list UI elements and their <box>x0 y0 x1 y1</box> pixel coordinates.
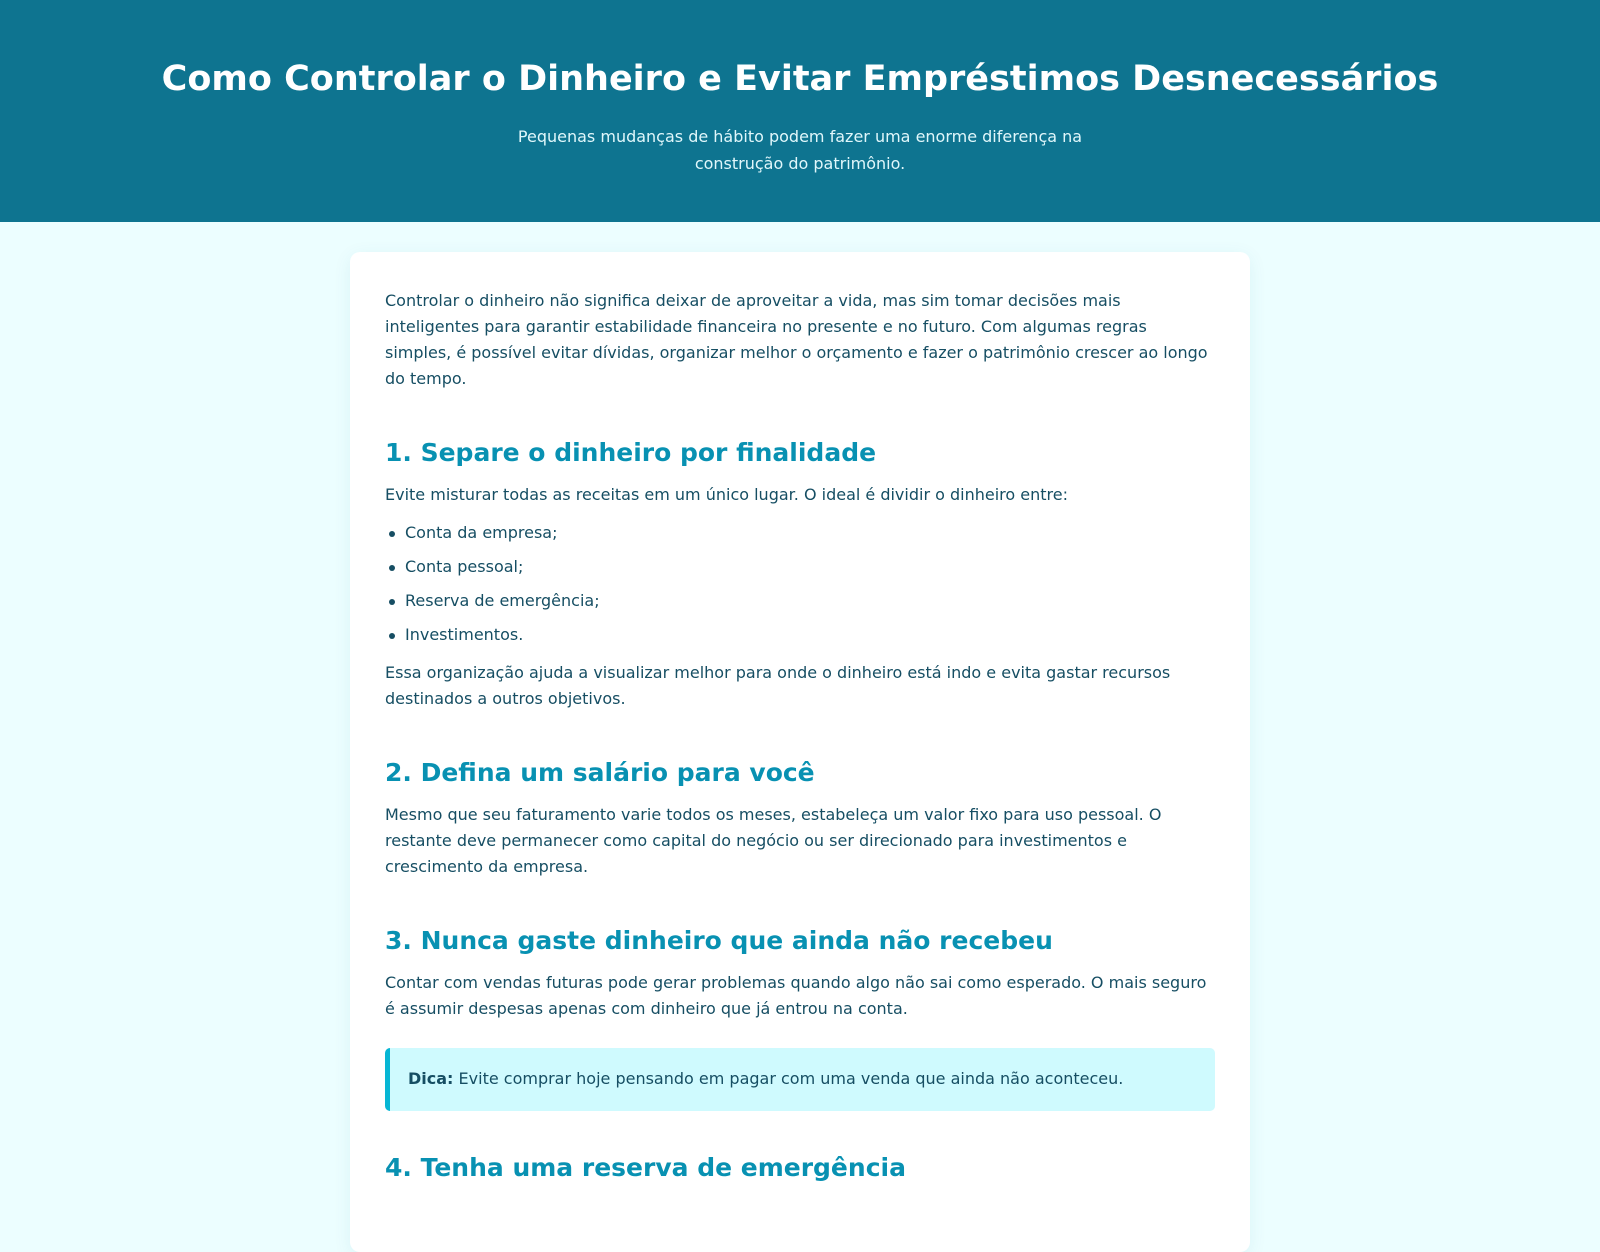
list-item: Investimentos. <box>405 624 1215 646</box>
tip-label: Dica: <box>408 1069 454 1088</box>
page-title: Como Controlar o Dinheiro e Evitar Empréstimos Desnecessários <box>161 59 1439 99</box>
tip-text: Evite comprar hoje pensando em pagar com uma venda que ainda não aconteceu. <box>453 1069 1124 1088</box>
section-no-unreceived-spending <box>385 924 1215 1111</box>
article-card <box>350 252 1250 1252</box>
section-salary <box>385 756 1215 880</box>
purpose-list <box>385 522 1215 646</box>
section-heading: 4. Tenha uma reserva de emergência <box>385 1153 906 1182</box>
section-heading: 3. Nunca gaste dinheiro que ainda não recebeu <box>385 926 1053 955</box>
section-closing: Essa organização ajuda a visualizar melhor para onde o dinheiro está indo e evita gastar recursos destinados a outros objetivos. <box>385 663 1171 708</box>
page-subtitle: Pequenas mudanças de hábito podem fazer uma enorme diferença na construção do patrimônio. <box>517 127 1083 173</box>
tip-callout <box>385 1048 1215 1111</box>
section-text: Evite misturar todas as receitas em um único lugar. O ideal é dividir o dinheiro entre: <box>385 485 1068 504</box>
section-separate-money <box>385 436 1215 712</box>
page-header <box>0 0 1600 222</box>
section-heading: 1. Separe o dinheiro por finalidade <box>385 438 877 467</box>
section-text: Contar com vendas futuras pode gerar problemas quando algo não sai como esperado. O mais seguro é assumir despesas apenas com dinheiro que já entrou na conta. <box>385 973 1207 1018</box>
section-heading: 2. Defina um salário para você <box>385 758 815 787</box>
article-intro: Controlar o dinheiro não significa deixar de aproveitar a vida, mas sim tomar decisões mais inteligentes para garantir estabilidade financeira no presente e no futuro. Com algumas regras simples, é possível evitar dívidas, organizar melhor o orçamento e fazer o patrimônio crescer ao longo do tempo. <box>385 291 1208 388</box>
list-item: Conta da empresa; <box>405 522 1215 544</box>
section-emergency-reserve <box>385 1151 1215 1185</box>
section-text: Mesmo que seu faturamento varie todos os meses, estabeleça um valor fixo para uso pessoal. O restante deve permanecer como capital do negócio ou ser direcionado para investimentos e crescimento da empresa. <box>385 805 1162 876</box>
list-item: Conta pessoal; <box>405 556 1215 578</box>
list-item: Reserva de emergência; <box>405 590 1215 612</box>
